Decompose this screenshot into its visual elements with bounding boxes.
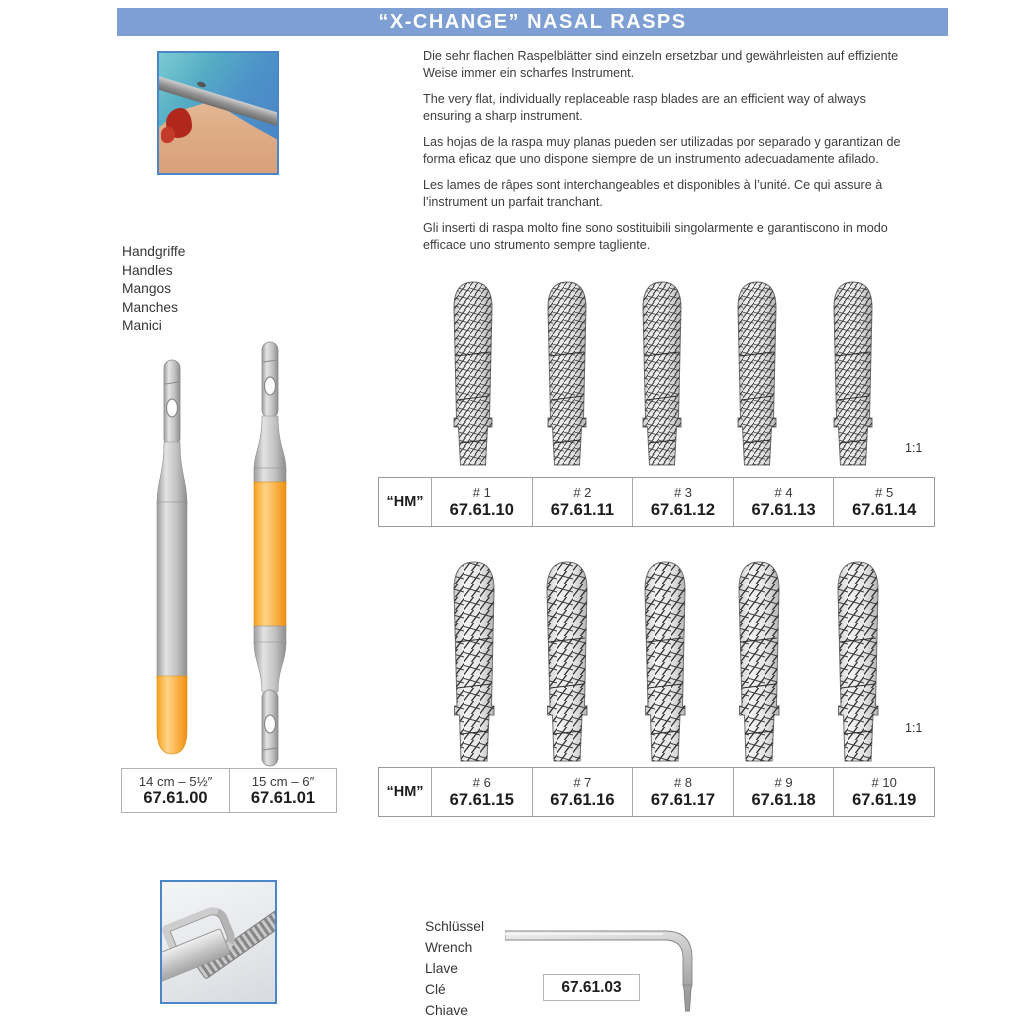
description-es: Las hojas de la raspa muy planas pueden ser utilizadas por separado y garantizan de forma eficaz que uno dispone siempre de un instrumento adecuadamente afilado. xyxy=(423,135,901,166)
rasp-cell xyxy=(733,478,834,526)
rasp-code: 67.61.12 xyxy=(650,500,716,519)
page-title: “X-CHANGE” NASAL RASPS xyxy=(378,10,687,33)
handles-label-block xyxy=(122,243,185,336)
rasp-cell xyxy=(431,478,532,526)
page-title-bar xyxy=(117,8,948,36)
scale-label-1: 1:1 xyxy=(905,441,923,455)
handle-code: 67.61.01 xyxy=(250,788,316,807)
handle-drawing-15cm xyxy=(238,338,302,768)
rasp-number: # 6 xyxy=(472,774,491,790)
rasp-cell xyxy=(532,478,633,526)
rasp-code: 67.61.19 xyxy=(852,790,917,809)
wrench-label-es: Llave xyxy=(425,961,458,976)
rasp-number: # 7 xyxy=(573,774,592,790)
handle-code: 67.61.00 xyxy=(143,788,208,807)
rasp-table-1 xyxy=(378,477,935,527)
handles-label-en: Handles xyxy=(122,262,173,278)
material-cell xyxy=(379,768,431,816)
rasp-number: # 5 xyxy=(875,484,894,500)
wrench-code: 67.61.03 xyxy=(561,978,622,996)
rasp-cell xyxy=(431,768,532,816)
description-en: The very flat, individually replaceable rasp blades are an efficient way of always ensuring a sharp instrument. xyxy=(423,92,866,123)
wrench-photo xyxy=(160,880,277,1004)
rasp-code: 67.61.17 xyxy=(650,790,716,809)
rasp-code: 67.61.18 xyxy=(751,790,816,809)
material-label: “HM” xyxy=(386,494,424,510)
rasp-cell xyxy=(833,768,934,816)
handle-drawing-14cm xyxy=(140,342,204,760)
rasp-number: # 3 xyxy=(673,484,693,500)
description-de: Die sehr flachen Raspelblätter sind einzeln ersetzbar und gewährleisten auf effiziente Weise immer ein scharfes Instrument. xyxy=(423,49,899,80)
wrench-label-block xyxy=(425,916,484,1021)
handle-size: 15 cm – 6″ xyxy=(251,773,315,789)
description-it: Gli inserti di raspa molto fine sono sostituibili singolarmente e garantiscono in modo efficace uno strumento sempre tagliente. xyxy=(423,221,888,252)
rasp-blades-row-coarse xyxy=(438,558,903,766)
rasp-table-2 xyxy=(378,767,935,817)
rasp-cell xyxy=(833,478,934,526)
rasp-code: 67.61.11 xyxy=(550,500,615,519)
material-cell xyxy=(379,478,431,526)
rasp-number: # 2 xyxy=(573,484,592,500)
description-block xyxy=(423,48,909,263)
rasp-code: 67.61.10 xyxy=(449,500,514,519)
rasp-cell xyxy=(733,768,834,816)
rasp-code: 67.61.16 xyxy=(550,790,615,809)
rasp-code: 67.61.13 xyxy=(751,500,816,519)
rasp-code: 67.61.15 xyxy=(449,790,514,809)
handles-label-it: Manici xyxy=(122,318,162,334)
description-fr: Les lames de râpes sont interchangeables et disponibles à l’unité. Ce qui assure à l’instrument un parfait tranchant. xyxy=(423,178,883,209)
handles-table xyxy=(121,768,337,813)
rasp-number: # 8 xyxy=(673,774,693,790)
rasp-number: # 4 xyxy=(774,484,793,500)
rasp-number: # 1 xyxy=(472,484,491,500)
scale-label-2: 1:1 xyxy=(905,721,923,735)
handle-size: 14 cm – 5½″ xyxy=(138,773,213,789)
wrench-label-it: Chiave xyxy=(425,1003,468,1018)
rasp-code: 67.61.14 xyxy=(852,500,917,519)
handles-label-es: Mangos xyxy=(122,281,172,297)
wrench-label-fr: Clé xyxy=(425,982,446,997)
wrench-label-en: Wrench xyxy=(425,940,473,955)
surgery-photo xyxy=(157,51,279,175)
handles-label-de: Handgriffe xyxy=(122,244,186,259)
wrench-code-box xyxy=(543,974,640,1001)
rasp-cell xyxy=(632,768,733,816)
rasp-number: # 10 xyxy=(871,774,897,790)
wrench-label-de: Schlüssel xyxy=(425,919,485,934)
rasp-cell xyxy=(532,768,633,816)
rasp-number: # 9 xyxy=(774,774,793,790)
rasp-cell xyxy=(632,478,733,526)
material-label: “HM” xyxy=(386,784,424,800)
rasp-blades-row-fine xyxy=(440,278,900,472)
handle-cell-15cm xyxy=(229,769,336,812)
handle-cell-14cm xyxy=(122,769,229,812)
handles-label-fr: Manches xyxy=(122,299,178,315)
